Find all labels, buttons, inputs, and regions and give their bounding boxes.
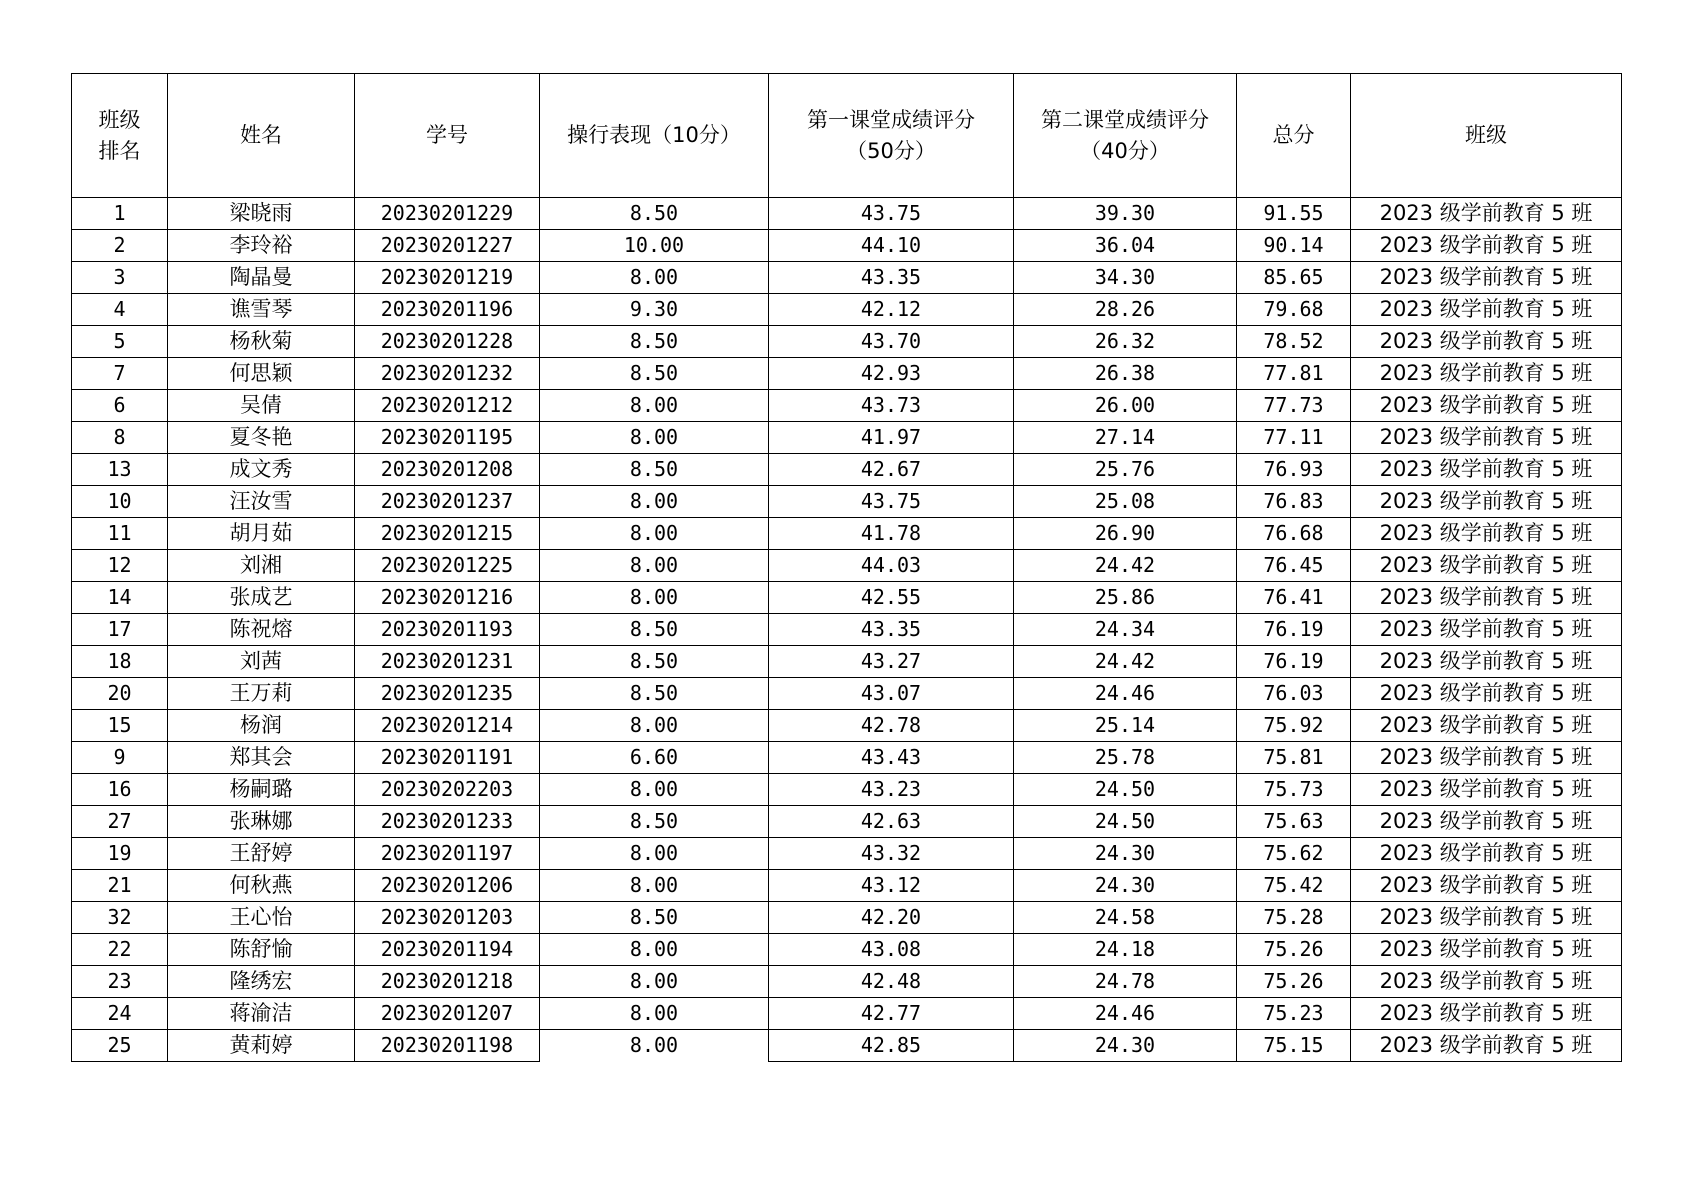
class-cell: 2023 级学前教育 5 班 xyxy=(1351,646,1622,678)
second-class-cell: 24.50 xyxy=(1014,806,1237,838)
rank-cell: 1 xyxy=(72,198,168,230)
first-class-cell: 43.12 xyxy=(769,870,1014,902)
conduct-cell: 8.50 xyxy=(540,326,769,358)
second-class-cell: 25.86 xyxy=(1014,582,1237,614)
total-cell: 77.11 xyxy=(1237,422,1351,454)
rank-cell: 18 xyxy=(72,646,168,678)
name-cell: 陈祝熔 xyxy=(168,614,355,646)
second-class-cell: 24.30 xyxy=(1014,838,1237,870)
conduct-cell: 8.50 xyxy=(540,358,769,390)
second-class-cell: 28.26 xyxy=(1014,294,1237,326)
total-cell: 85.65 xyxy=(1237,262,1351,294)
student-id-cell: 20230201208 xyxy=(355,454,540,486)
conduct-cell: 6.60 xyxy=(540,742,769,774)
total-cell: 76.03 xyxy=(1237,678,1351,710)
class-cell: 2023 级学前教育 5 班 xyxy=(1351,934,1622,966)
student-id-cell: 20230201212 xyxy=(355,390,540,422)
second-class-cell: 24.78 xyxy=(1014,966,1237,998)
table-row xyxy=(72,230,1622,262)
rank-cell: 24 xyxy=(72,998,168,1030)
rank-cell: 11 xyxy=(72,518,168,550)
first-class-cell: 43.75 xyxy=(769,486,1014,518)
second-class-cell: 24.34 xyxy=(1014,614,1237,646)
conduct-cell: 9.30 xyxy=(540,294,769,326)
total-cell: 76.68 xyxy=(1237,518,1351,550)
table-row xyxy=(72,902,1622,934)
second-class-cell: 26.38 xyxy=(1014,358,1237,390)
name-cell: 王舒婷 xyxy=(168,838,355,870)
name-cell: 杨润 xyxy=(168,710,355,742)
first-class-cell: 42.85 xyxy=(769,1030,1014,1062)
class-cell: 2023 级学前教育 5 班 xyxy=(1351,294,1622,326)
first-class-cell: 42.55 xyxy=(769,582,1014,614)
class-cell: 2023 级学前教育 5 班 xyxy=(1351,262,1622,294)
first-class-cell: 42.77 xyxy=(769,998,1014,1030)
student-id-cell: 20230201229 xyxy=(355,198,540,230)
header-rank: 班级排名 xyxy=(72,74,168,198)
student-id-cell: 20230201206 xyxy=(355,870,540,902)
second-class-cell: 24.42 xyxy=(1014,646,1237,678)
student-id-cell: 20230201227 xyxy=(355,230,540,262)
rank-cell: 20 xyxy=(72,678,168,710)
second-class-cell: 25.76 xyxy=(1014,454,1237,486)
class-cell: 2023 级学前教育 5 班 xyxy=(1351,806,1622,838)
conduct-cell: 8.00 xyxy=(540,966,769,998)
conduct-cell: 8.00 xyxy=(540,998,769,1030)
total-cell: 75.92 xyxy=(1237,710,1351,742)
conduct-cell: 8.00 xyxy=(540,1030,769,1062)
table-row xyxy=(72,550,1622,582)
class-cell: 2023 级学前教育 5 班 xyxy=(1351,838,1622,870)
conduct-cell: 8.00 xyxy=(540,582,769,614)
header-name: 姓名 xyxy=(168,74,355,198)
second-class-cell: 34.30 xyxy=(1014,262,1237,294)
student-id-cell: 20230201214 xyxy=(355,710,540,742)
first-class-cell: 41.78 xyxy=(769,518,1014,550)
total-cell: 91.55 xyxy=(1237,198,1351,230)
name-cell: 刘茜 xyxy=(168,646,355,678)
rank-cell: 12 xyxy=(72,550,168,582)
first-class-cell: 43.70 xyxy=(769,326,1014,358)
student-id-cell: 20230201215 xyxy=(355,518,540,550)
name-cell: 刘湘 xyxy=(168,550,355,582)
table-row xyxy=(72,1030,1622,1062)
rank-cell: 19 xyxy=(72,838,168,870)
name-cell: 郑其会 xyxy=(168,742,355,774)
first-class-cell: 43.07 xyxy=(769,678,1014,710)
table-body xyxy=(72,198,1622,1062)
first-class-cell: 44.03 xyxy=(769,550,1014,582)
student-id-cell: 20230201228 xyxy=(355,326,540,358)
total-cell: 79.68 xyxy=(1237,294,1351,326)
name-cell: 黄莉婷 xyxy=(168,1030,355,1062)
first-class-cell: 42.12 xyxy=(769,294,1014,326)
total-cell: 75.62 xyxy=(1237,838,1351,870)
conduct-cell: 8.50 xyxy=(540,646,769,678)
student-id-cell: 20230201196 xyxy=(355,294,540,326)
name-cell: 蒋渝洁 xyxy=(168,998,355,1030)
total-cell: 75.42 xyxy=(1237,870,1351,902)
table-row xyxy=(72,742,1622,774)
student-id-cell: 20230201219 xyxy=(355,262,540,294)
total-cell: 75.26 xyxy=(1237,934,1351,966)
conduct-cell: 8.50 xyxy=(540,454,769,486)
conduct-cell: 8.50 xyxy=(540,806,769,838)
rank-cell: 3 xyxy=(72,262,168,294)
table-row xyxy=(72,326,1622,358)
rank-cell: 17 xyxy=(72,614,168,646)
second-class-cell: 25.78 xyxy=(1014,742,1237,774)
name-cell: 王万莉 xyxy=(168,678,355,710)
conduct-cell: 8.50 xyxy=(540,614,769,646)
student-id-cell: 20230201218 xyxy=(355,966,540,998)
name-cell: 隆绣宏 xyxy=(168,966,355,998)
student-id-cell: 20230201237 xyxy=(355,486,540,518)
name-cell: 陶晶曼 xyxy=(168,262,355,294)
first-class-cell: 42.48 xyxy=(769,966,1014,998)
rank-cell: 22 xyxy=(72,934,168,966)
first-class-cell: 43.35 xyxy=(769,614,1014,646)
conduct-cell: 8.50 xyxy=(540,198,769,230)
table-row xyxy=(72,582,1622,614)
rank-cell: 9 xyxy=(72,742,168,774)
name-cell: 吴倩 xyxy=(168,390,355,422)
total-cell: 76.41 xyxy=(1237,582,1351,614)
first-class-cell: 43.35 xyxy=(769,262,1014,294)
second-class-cell: 24.58 xyxy=(1014,902,1237,934)
student-id-cell: 20230201232 xyxy=(355,358,540,390)
name-cell: 汪汝雪 xyxy=(168,486,355,518)
name-cell: 张成艺 xyxy=(168,582,355,614)
table-row xyxy=(72,422,1622,454)
student-id-cell: 20230201191 xyxy=(355,742,540,774)
rank-cell: 16 xyxy=(72,774,168,806)
table-row xyxy=(72,934,1622,966)
table-row xyxy=(72,358,1622,390)
first-class-cell: 42.78 xyxy=(769,710,1014,742)
rank-cell: 14 xyxy=(72,582,168,614)
second-class-cell: 24.46 xyxy=(1014,678,1237,710)
rank-cell: 5 xyxy=(72,326,168,358)
name-cell: 胡月茹 xyxy=(168,518,355,550)
table-row xyxy=(72,198,1622,230)
student-id-cell: 20230201235 xyxy=(355,678,540,710)
first-class-cell: 43.32 xyxy=(769,838,1014,870)
total-cell: 75.26 xyxy=(1237,966,1351,998)
table-row xyxy=(72,646,1622,678)
student-id-cell: 20230201197 xyxy=(355,838,540,870)
conduct-cell: 8.00 xyxy=(540,934,769,966)
first-class-cell: 43.73 xyxy=(769,390,1014,422)
class-cell: 2023 级学前教育 5 班 xyxy=(1351,422,1622,454)
name-cell: 谯雪琴 xyxy=(168,294,355,326)
second-class-cell: 26.32 xyxy=(1014,326,1237,358)
class-cell: 2023 级学前教育 5 班 xyxy=(1351,582,1622,614)
class-cell: 2023 级学前教育 5 班 xyxy=(1351,550,1622,582)
name-cell: 夏冬艳 xyxy=(168,422,355,454)
class-cell: 2023 级学前教育 5 班 xyxy=(1351,1030,1622,1062)
conduct-cell: 8.00 xyxy=(540,486,769,518)
total-cell: 90.14 xyxy=(1237,230,1351,262)
second-class-cell: 26.00 xyxy=(1014,390,1237,422)
table-row xyxy=(72,262,1622,294)
name-cell: 陈舒愉 xyxy=(168,934,355,966)
conduct-cell: 10.00 xyxy=(540,230,769,262)
table-row xyxy=(72,678,1622,710)
total-cell: 76.19 xyxy=(1237,646,1351,678)
table-row xyxy=(72,966,1622,998)
name-cell: 梁晓雨 xyxy=(168,198,355,230)
total-cell: 76.45 xyxy=(1237,550,1351,582)
class-cell: 2023 级学前教育 5 班 xyxy=(1351,710,1622,742)
total-cell: 75.28 xyxy=(1237,902,1351,934)
second-class-cell: 39.30 xyxy=(1014,198,1237,230)
header-first-class: 第一课堂成绩评分（50分） xyxy=(769,74,1014,198)
conduct-cell: 8.00 xyxy=(540,262,769,294)
total-cell: 76.19 xyxy=(1237,614,1351,646)
class-cell: 2023 级学前教育 5 班 xyxy=(1351,870,1622,902)
conduct-cell: 8.00 xyxy=(540,422,769,454)
rank-cell: 27 xyxy=(72,806,168,838)
name-cell: 王心怡 xyxy=(168,902,355,934)
class-cell: 2023 级学前教育 5 班 xyxy=(1351,326,1622,358)
second-class-cell: 24.46 xyxy=(1014,998,1237,1030)
student-id-cell: 20230201198 xyxy=(355,1030,540,1062)
conduct-cell: 8.00 xyxy=(540,518,769,550)
second-class-cell: 25.08 xyxy=(1014,486,1237,518)
rank-cell: 32 xyxy=(72,902,168,934)
class-cell: 2023 级学前教育 5 班 xyxy=(1351,678,1622,710)
rank-cell: 13 xyxy=(72,454,168,486)
class-cell: 2023 级学前教育 5 班 xyxy=(1351,774,1622,806)
rank-cell: 2 xyxy=(72,230,168,262)
table-row xyxy=(72,710,1622,742)
student-id-cell: 20230202203 xyxy=(355,774,540,806)
second-class-cell: 27.14 xyxy=(1014,422,1237,454)
rank-cell: 25 xyxy=(72,1030,168,1062)
first-class-cell: 42.63 xyxy=(769,806,1014,838)
name-cell: 成文秀 xyxy=(168,454,355,486)
header-class: 班级 xyxy=(1351,74,1622,198)
name-cell: 李玲裕 xyxy=(168,230,355,262)
rank-cell: 7 xyxy=(72,358,168,390)
second-class-cell: 25.14 xyxy=(1014,710,1237,742)
first-class-cell: 43.27 xyxy=(769,646,1014,678)
table-row xyxy=(72,294,1622,326)
conduct-cell: 8.00 xyxy=(540,550,769,582)
student-id-cell: 20230201193 xyxy=(355,614,540,646)
total-cell: 76.93 xyxy=(1237,454,1351,486)
conduct-cell: 8.00 xyxy=(540,390,769,422)
class-cell: 2023 级学前教育 5 班 xyxy=(1351,966,1622,998)
total-cell: 78.52 xyxy=(1237,326,1351,358)
table-row xyxy=(72,774,1622,806)
class-cell: 2023 级学前教育 5 班 xyxy=(1351,614,1622,646)
second-class-cell: 24.50 xyxy=(1014,774,1237,806)
table-row xyxy=(72,614,1622,646)
table-row xyxy=(72,998,1622,1030)
second-class-cell: 24.30 xyxy=(1014,870,1237,902)
name-cell: 杨嗣璐 xyxy=(168,774,355,806)
rank-cell: 8 xyxy=(72,422,168,454)
header-conduct: 操行表现（10分） xyxy=(540,74,769,198)
second-class-cell: 24.30 xyxy=(1014,1030,1237,1062)
rank-cell: 21 xyxy=(72,870,168,902)
second-class-cell: 36.04 xyxy=(1014,230,1237,262)
header-second-class: 第二课堂成绩评分（40分） xyxy=(1014,74,1237,198)
table-row xyxy=(72,806,1622,838)
student-id-cell: 20230201225 xyxy=(355,550,540,582)
student-id-cell: 20230201195 xyxy=(355,422,540,454)
name-cell: 张琳娜 xyxy=(168,806,355,838)
rank-cell: 15 xyxy=(72,710,168,742)
student-id-cell: 20230201216 xyxy=(355,582,540,614)
rank-cell: 6 xyxy=(72,390,168,422)
total-cell: 77.73 xyxy=(1237,390,1351,422)
first-class-cell: 43.23 xyxy=(769,774,1014,806)
class-cell: 2023 级学前教育 5 班 xyxy=(1351,230,1622,262)
rank-cell: 23 xyxy=(72,966,168,998)
score-table xyxy=(71,73,1622,1062)
first-class-cell: 42.93 xyxy=(769,358,1014,390)
conduct-cell: 8.50 xyxy=(540,678,769,710)
header-row xyxy=(72,74,1622,198)
class-cell: 2023 级学前教育 5 班 xyxy=(1351,454,1622,486)
first-class-cell: 41.97 xyxy=(769,422,1014,454)
header-student-id: 学号 xyxy=(355,74,540,198)
first-class-cell: 43.08 xyxy=(769,934,1014,966)
table-row xyxy=(72,518,1622,550)
conduct-cell: 8.50 xyxy=(540,902,769,934)
class-cell: 2023 级学前教育 5 班 xyxy=(1351,486,1622,518)
class-cell: 2023 级学前教育 5 班 xyxy=(1351,198,1622,230)
first-class-cell: 43.43 xyxy=(769,742,1014,774)
total-cell: 75.15 xyxy=(1237,1030,1351,1062)
total-cell: 77.81 xyxy=(1237,358,1351,390)
class-cell: 2023 级学前教育 5 班 xyxy=(1351,518,1622,550)
table-row xyxy=(72,486,1622,518)
conduct-cell: 8.00 xyxy=(540,870,769,902)
second-class-cell: 24.18 xyxy=(1014,934,1237,966)
student-id-cell: 20230201233 xyxy=(355,806,540,838)
second-class-cell: 26.90 xyxy=(1014,518,1237,550)
student-id-cell: 20230201203 xyxy=(355,902,540,934)
header-total: 总分 xyxy=(1237,74,1351,198)
second-class-cell: 24.42 xyxy=(1014,550,1237,582)
student-id-cell: 20230201231 xyxy=(355,646,540,678)
first-class-cell: 43.75 xyxy=(769,198,1014,230)
rank-cell: 10 xyxy=(72,486,168,518)
student-id-cell: 20230201207 xyxy=(355,998,540,1030)
conduct-cell: 8.00 xyxy=(540,838,769,870)
table-row xyxy=(72,870,1622,902)
class-cell: 2023 级学前教育 5 班 xyxy=(1351,742,1622,774)
total-cell: 75.23 xyxy=(1237,998,1351,1030)
total-cell: 75.63 xyxy=(1237,806,1351,838)
class-cell: 2023 级学前教育 5 班 xyxy=(1351,998,1622,1030)
class-cell: 2023 级学前教育 5 班 xyxy=(1351,358,1622,390)
first-class-cell: 44.10 xyxy=(769,230,1014,262)
class-cell: 2023 级学前教育 5 班 xyxy=(1351,902,1622,934)
student-id-cell: 20230201194 xyxy=(355,934,540,966)
table-row xyxy=(72,390,1622,422)
conduct-cell: 8.00 xyxy=(540,774,769,806)
rank-cell: 4 xyxy=(72,294,168,326)
class-cell: 2023 级学前教育 5 班 xyxy=(1351,390,1622,422)
first-class-cell: 42.67 xyxy=(769,454,1014,486)
conduct-cell: 8.00 xyxy=(540,710,769,742)
total-cell: 76.83 xyxy=(1237,486,1351,518)
first-class-cell: 42.20 xyxy=(769,902,1014,934)
name-cell: 何思颖 xyxy=(168,358,355,390)
table-row xyxy=(72,838,1622,870)
name-cell: 何秋燕 xyxy=(168,870,355,902)
total-cell: 75.73 xyxy=(1237,774,1351,806)
table-row xyxy=(72,454,1622,486)
name-cell: 杨秋菊 xyxy=(168,326,355,358)
total-cell: 75.81 xyxy=(1237,742,1351,774)
